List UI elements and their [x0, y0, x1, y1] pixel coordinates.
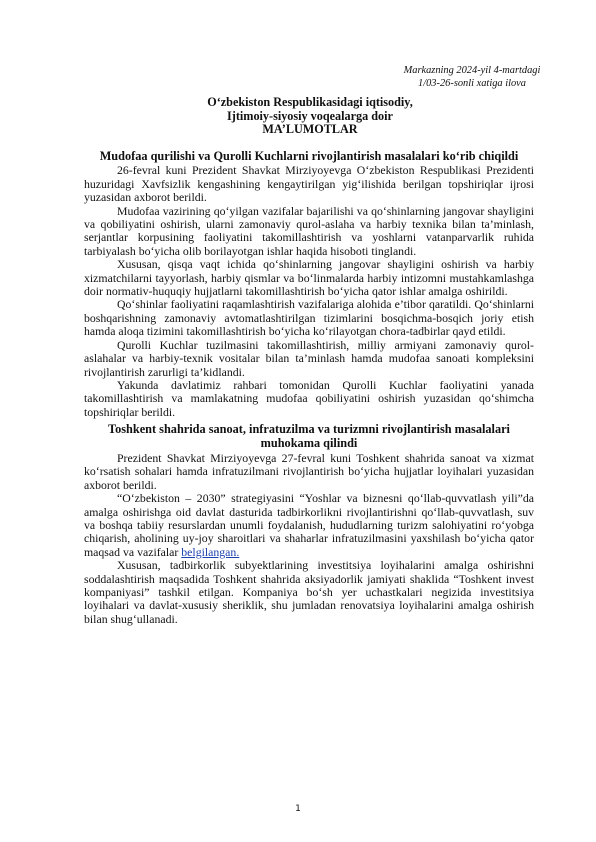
- title-line-3: MA’LUMOTLAR: [262, 122, 358, 137]
- section-1-paragraph: Mudofaa vazirining qo‘yilgan vazifalar bajarilishi va qo‘shinlarning jangovar shayligini va qobiliyatini oshirish, ularni zamonaviy qurol-aslaha va harbiy texnika bilan ta’minlash, serjantlar korpusining faoliyatini takomillashtirish va yoshlarni vatanparvarlik ruhida tarbiyalash bo‘yicha olib borilayotgan ishlar haqida hisoboti tinglandi.: [84, 203, 534, 258]
- header-note-line-1: Markazning 2024-yil 4-martdagi: [403, 65, 541, 76]
- page-number: 1: [295, 804, 301, 814]
- section-2-heading: [84, 423, 534, 450]
- section-1-paragraph: Yakunda davlatimiz rahbari tomonidan Qurolli Kuchlar faoliyatini yanada takomillashtirish va mamlakatning mudofaa qobiliyatini oshirish yuzasidan qo‘shimcha topshiriqlar berildi.: [84, 377, 534, 419]
- document-title: [150, 96, 470, 137]
- section-2-paragraph-text: “O‘zbekiston – 2030” strategiyasini “Yoshlar va biznesni qo‘llab-quvvatlash yili”da amalga oshirishga oid davlat dasturida tadbirkorlikni rivojlantirishni qo‘llab-quvvatlash, suv va boshqa tabiiy resurslardan unumli foydalanish, hududlarning turizm salohiyatini ro‘yobga chiqarish, aholining uy-joy sharoitlari va shaharlar infratuzilmasini yaxshilash bo‘yicha qator maqsad va vazifalar: [84, 491, 534, 559]
- section-1-paragraph: Xususan, qisqa vaqt ichida qo‘shinlarning jangovar shayligini oshirish va harbiy xizmatchilarni tayyorlash, harbiy qismlar va bo‘linmalarda harbiy intizomni mustahkamlashga doir normativ-huquqiy hujjatlarni takomillashtirish bo‘yicha qator ishlar amalga oshirildi.: [84, 257, 534, 299]
- belgilangan-link[interactable]: belgilangan.: [181, 544, 240, 559]
- section-2-paragraph: Prezident Shavkat Mirziyoyevga 27-fevral kuni Toshkent shahrida sanoat va xizmat ko‘rsatish sohalari hamda infratuzilmani rivojlantirish bo‘yicha hujjatlar loyihalari yuzasidan axborot berildi.: [84, 450, 534, 492]
- section-1-paragraph: Qo‘shinlar faoliyatini raqamlashtirish vazifalariga alohida e’tibor qaratildi. Qo‘shinlarni boshqarishning zamonaviy avtomatlashtirilgan tizimlarini bosqichma-bosqich joriy etish hamda aloqa tizimini takomillashtirish bo‘yicha ko‘rilayotgan chora-tadbirlar qayd etildi.: [84, 297, 534, 339]
- title-line-2: Ijtimoiy-siyosiy voqealarga doir: [227, 108, 393, 123]
- document-body: [84, 150, 534, 626]
- section-2-heading-line-2: muhokama qilindi: [260, 435, 358, 450]
- header-note: [372, 64, 572, 90]
- section-2-paragraph: [84, 492, 534, 559]
- title-line-1: O‘zbekiston Respublikasidagi iqtisodiy,: [207, 95, 413, 109]
- section-2-paragraph: Xususan, tadbirkorlik subyektlarining investitsiya loyihalarini amalga oshirishni soddalashtirish maqsadida Toshkent shahrida aksiyadorlik jamiyati shaklida “Toshkent invest kompaniyasi” tashkil etilgan. Kompaniya bo‘sh yer uchastkalari negizida investitsiya loyihalari va davlat-xususiy sheriklik, shu jumladan renovatsiya loyihalarini amalga oshirish bilan shug‘ullanadi.: [84, 558, 534, 626]
- header-note-line-2: 1/03-26-sonli xatiga ilova: [418, 78, 526, 89]
- section-2-heading-line-1: Toshkent shahrida sanoat, infratuzilma va turizmni rivojlantirish masalalari: [108, 422, 510, 437]
- section-1-paragraph: 26-fevral kuni Prezident Shavkat Mirziyoyevga O‘zbekiston Respublikasi Prezidenti huzuridagi Xavfsizlik kengashining kengaytirilgan yig‘ilishida berilgan topshiriqlar ijrosi yuzasidan axborot berildi.: [84, 163, 534, 205]
- section-1-heading: Mudofaa qurilishi va Qurolli Kuchlarni rivojlantirish masalalari ko‘rib chiqildi: [99, 149, 519, 163]
- section-1-paragraph: Qurolli Kuchlar tuzilmasini takomillashtirish, milliy armiyani zamonaviy qurol-aslahalar va harbiy-texnik vositalar bilan ta’minlash hamda mudofaa sanoati kompleksini rivojlantirish zarurligi ta’kidlandi.: [84, 337, 534, 379]
